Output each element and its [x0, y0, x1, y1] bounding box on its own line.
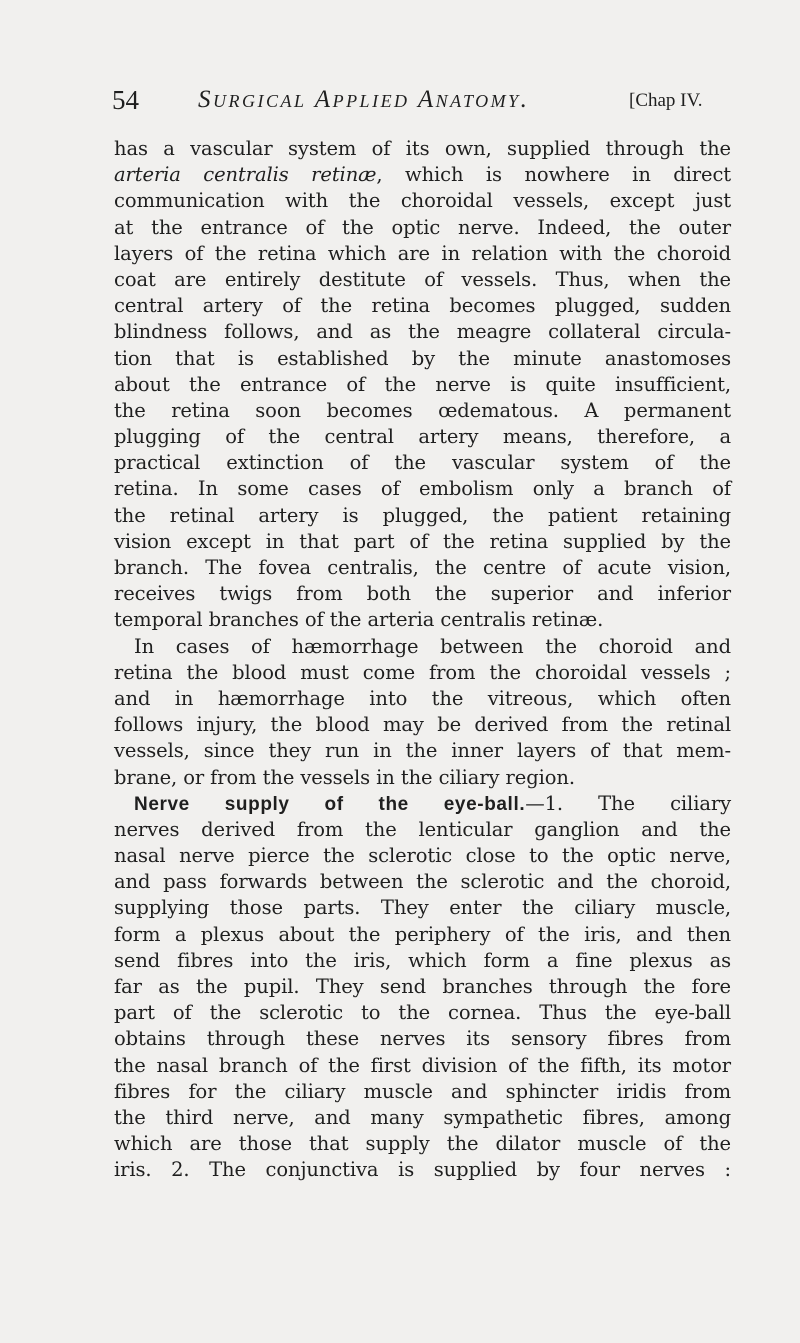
text-line: In cases of hæmorrhage between the choroid and [134, 634, 731, 658]
text-run: , which is nowhere in direct [376, 163, 731, 187]
text-line: vessels, since they run in the inner layers of that mem- [114, 739, 731, 763]
text-line: has a vascular system of its own, supplied through the [114, 137, 731, 160]
page-header [112, 82, 732, 118]
text-line: retina the blood must come from the choroidal vessels ; [114, 660, 731, 684]
text-line: supplying those parts. They enter the ciliary muscle, [114, 896, 731, 920]
text-line: nasal nerve pierce the sclerotic close to the optic nerve, [114, 844, 731, 868]
text-line: the retina soon becomes œdematous. A permanent [114, 398, 731, 422]
text-line: retina. In some cases of embolism only a branch of [114, 477, 731, 501]
text-line: vision except in that part of the retina supplied by the [114, 529, 731, 553]
text-line: follows injury, the blood may be derived from the retinal [114, 713, 731, 737]
italic-term: arteria centralis retinæ [114, 163, 377, 187]
text-run: —1. The ciliary [525, 791, 731, 815]
text-line: the retinal artery is plugged, the patient retaining [114, 503, 731, 527]
text-line: temporal branches of the arteria centralis retinæ. [114, 608, 604, 632]
section-heading: Nerve supply of the eye-ball. [134, 793, 526, 815]
text-line: far as the pupil. They send branches through the fore [114, 975, 731, 998]
text-line [114, 791, 731, 817]
text-line: fibres for the ciliary muscle and sphincter iridis from [114, 1079, 731, 1103]
text-line: branch. The fovea centralis, the centre of acute vision, [114, 556, 731, 579]
text-line: and in hæmorrhage into the vitreous, which often [114, 686, 731, 710]
text-line: plugging of the central artery means, therefore, a [114, 425, 731, 449]
text-line: layers of the retina which are in relation with the choroid [114, 241, 731, 265]
text-line: part of the sclerotic to the cornea. Thus the eye-ball [114, 1001, 731, 1025]
text-line: the nasal branch of the first division of the fifth, its motor [114, 1053, 731, 1077]
text-line: receives twigs from both the superior and inferior [114, 582, 731, 606]
text-line: blindness follows, and as the meagre collateral circula- [114, 320, 731, 344]
text-line: practical extinction of the vascular system of the [114, 451, 731, 475]
text-line: central artery of the retina becomes plugged, sudden [114, 294, 731, 318]
text-line: tion that is established by the minute anastomoses [114, 346, 731, 370]
text-line: form a plexus about the periphery of the iris, and then [114, 922, 731, 946]
text-line: about the entrance of the nerve is quite insufficient, [114, 372, 731, 396]
text-line: obtains through these nerves its sensory fibres from [114, 1027, 731, 1051]
text-line: nerves derived from the lenticular ganglion and the [114, 817, 731, 841]
text-line: brane, or from the vessels in the ciliary region. [114, 765, 575, 789]
text-line: which are those that supply the dilator muscle of the [114, 1132, 731, 1156]
page-number: 54 [112, 85, 139, 115]
text-line: coat are entirely destitute of vessels. Thus, when the [114, 267, 731, 291]
text-line: and pass forwards between the sclerotic and the choroid, [114, 870, 731, 894]
text-line: the third nerve, and many sympathetic fibres, among [114, 1105, 731, 1129]
body-text [114, 136, 731, 1184]
text-line: iris. 2. The conjunctiva is supplied by four nerves : [114, 1158, 731, 1182]
text-line: at the entrance of the optic nerve. Indeed, the outer [114, 215, 731, 239]
running-title: Surgical Applied Anatomy. [198, 86, 530, 113]
text-line: send fibres into the iris, which form a fine plexus as [114, 948, 731, 972]
text-line: communication with the choroidal vessels, except just [114, 189, 731, 213]
text-line [114, 162, 731, 188]
chapter-reference: [Chap IV. [629, 90, 703, 111]
